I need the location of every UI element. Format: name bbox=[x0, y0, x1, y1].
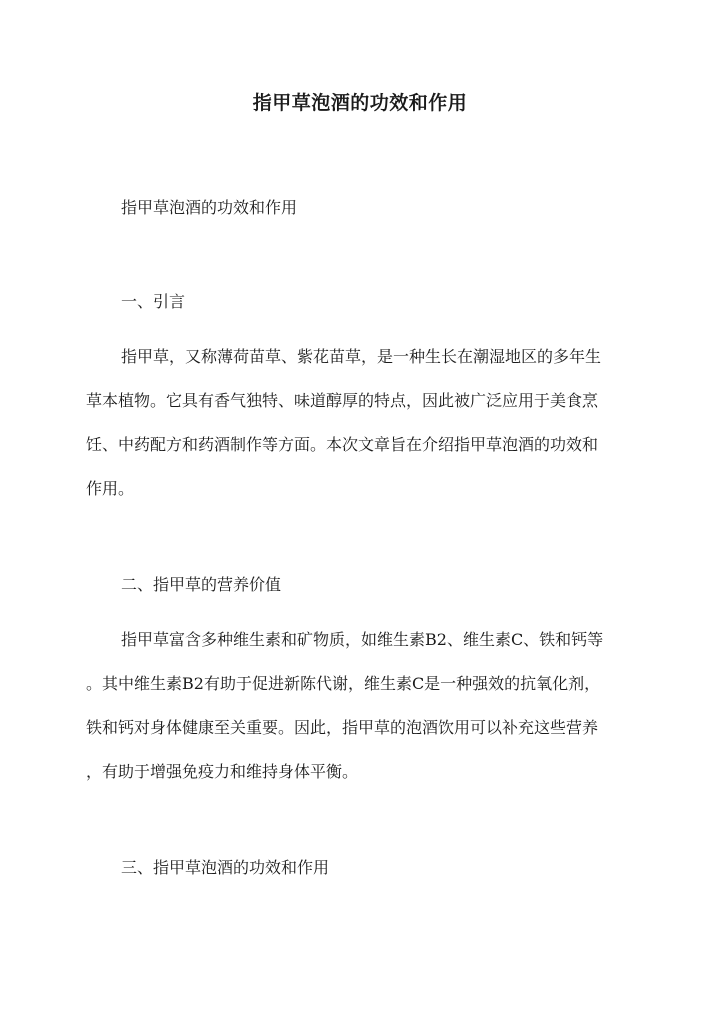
document-subtitle: 指甲草泡酒的功效和作用 bbox=[121, 198, 298, 217]
section-heading: 一、引言 bbox=[121, 292, 186, 311]
paragraph-line: 饪、中药配方和药酒制作等方面。本次文章旨在介绍指甲草泡酒的功效和 bbox=[86, 435, 599, 454]
paragraph-line: 指甲草富含多种维生素和矿物质，如维生素B2、维生素C、铁和钙等 bbox=[121, 630, 604, 649]
paragraph-line: ，有助于增强免疫力和维持身体平衡。 bbox=[86, 762, 359, 781]
paragraph-line: 。其中维生素B2有助于促进新陈代谢，维生素C是一种强效的抗氧化剂， bbox=[86, 674, 601, 693]
section-heading: 二、指甲草的营养价值 bbox=[121, 575, 282, 594]
document-title: 指甲草泡酒的功效和作用 bbox=[252, 92, 468, 114]
paragraph-line: 草本植物。它具有香气独特、味道醇厚的特点，因此被广泛应用于美食烹 bbox=[86, 391, 599, 410]
paragraph-line: 铁和钙对身体健康至关重要。因此，指甲草的泡酒饮用可以补充这些营养 bbox=[86, 718, 599, 737]
paragraph-line: 指甲草，又称薄荷苗草、紫花苗草，是一种生长在潮湿地区的多年生 bbox=[121, 347, 602, 366]
section-heading: 三、指甲草泡酒的功效和作用 bbox=[121, 858, 330, 877]
paragraph-line: 作用。 bbox=[86, 479, 135, 498]
